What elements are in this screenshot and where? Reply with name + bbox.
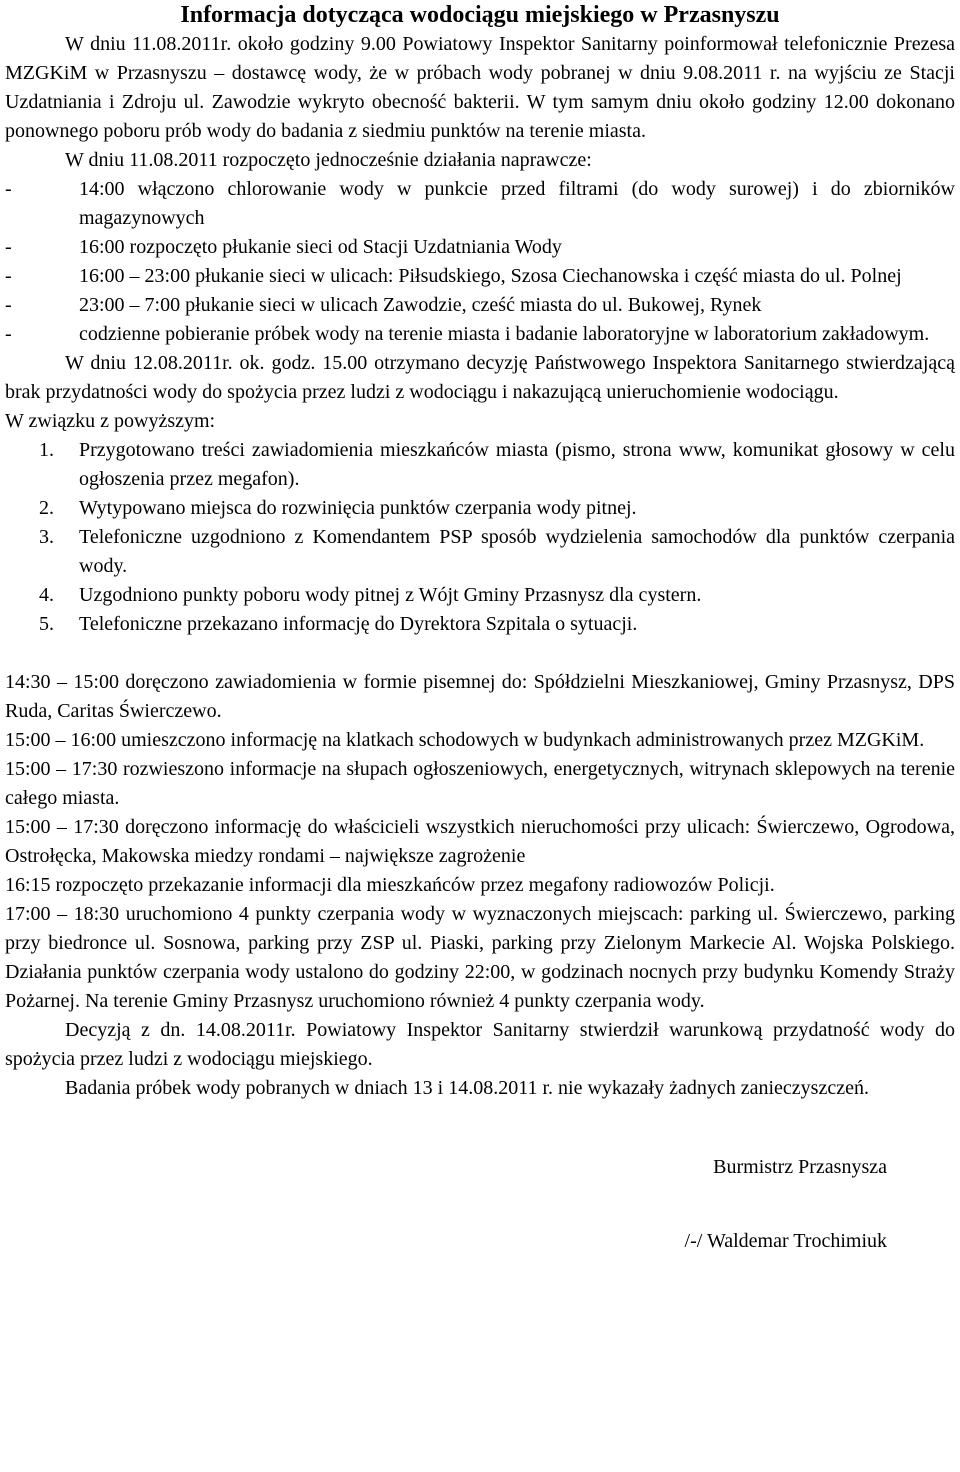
list-item	[5, 523, 955, 581]
list-item-text: Telefoniczne przekazano informację do Dyrektora Szpitala o sytuacji.	[79, 613, 638, 635]
list-item	[5, 233, 955, 262]
list-item	[5, 175, 955, 233]
list-item-text: 14:00 włączono chlorowanie wody w punkcie przed filtrami (do wody surowej) i do zbiorników magazynowych	[79, 178, 955, 229]
steps-list	[5, 436, 955, 639]
timeline-entry: 17:00 – 18:30 uruchomiono 4 punkty czerpania wody w wyznaczonych miejscach: parking ul. Świerczewo, parking przy biedronce ul. Sosnowa, parking przy ZSP ul. Piaski, parking przy Zielonym Markecie Al. Wojska Polskiego. Działania punktów czerpania wody ustalono do godziny 22:00, w godzinach nocnych przy budynku Komendy Straży Pożarnej. Na terenie Gminy Przasnysz uruchomiono również 4 punkty czerpania wody.	[5, 903, 955, 1012]
signature-role: Burmistrz Przasnysza	[713, 1156, 887, 1178]
list-item	[5, 581, 955, 610]
list-item-text: 16:00 rozpoczęto płukanie sieci od Stacji Uzdatniania Wody	[79, 236, 562, 258]
list-marker: 3.	[39, 526, 54, 548]
spacer	[5, 1182, 955, 1227]
list-marker: 4.	[39, 584, 54, 606]
list-marker: 5.	[39, 613, 54, 635]
list-item-text: Uzgodniono punkty poboru wody pitnej z Wójt Gminy Przasnysz dla cystern.	[79, 584, 702, 606]
signature-name: /-/ Waldemar Trochimiuk	[684, 1230, 887, 1252]
timeline-entry: 15:00 – 16:00 umieszczono informację na klatkach schodowych w budynkach administrowanych przez MZGKiM.	[5, 729, 925, 751]
list-item-text: Telefoniczne uzgodniono z Komendantem PSP sposób wydzielenia samochodów dla punktów czerpania wody.	[79, 526, 955, 577]
list-item-text: Wytypowano miejsca do rozwinięcia punktów czerpania wody pitnej.	[79, 497, 637, 519]
list-marker: -	[5, 323, 12, 345]
list-marker: 2.	[39, 497, 54, 519]
list-marker: -	[5, 294, 12, 316]
list-item	[5, 291, 955, 320]
closing-paragraph: Decyzją z dn. 14.08.2011r. Powiatowy Inspektor Sanitarny stwierdził warunkową przydatność wody do spożycia przez ludzi z wodociągu miejskiego.	[5, 1019, 955, 1070]
list-item	[5, 610, 955, 639]
intro-paragraph: W dniu 11.08.2011r. około godziny 9.00 Powiatowy Inspektor Sanitarny poinformował telefonicznie Prezesa MZGKiM w Przasnyszu – dostawcę wody, że w próbach wody pobranej w dniu 9.08.2011 r. na wyjściu ze Stacji Uzdatniania i Zdroju ul. Zawodzie wykryto obecność bakterii. W tym samym dniu około godziny 12.00 dokonano ponownego poboru prób wody do badania z siedmiu punktów na terenie miasta.	[5, 33, 955, 142]
list-marker: -	[5, 236, 12, 258]
list-item	[5, 436, 955, 494]
actions-lead: W dniu 11.08.2011 rozpoczęto jednocześnie działania naprawcze:	[65, 149, 592, 171]
document-title: Informacja dotycząca wodociągu miejskiego w Przasnyszu	[180, 2, 780, 28]
decision-paragraph: W dniu 12.08.2011r. ok. godz. 15.00 otrzymano decyzję Państwowego Inspektora Sanitarnego stwierdzającą brak przydatności wody do spożycia przez ludzi z wodociągu i nakazującą unieruchomienie wodociągu.	[5, 352, 955, 403]
list-item-text: Przygotowano treści zawiadomienia mieszkańców miasta (pismo, strona www, komunikat głosowy w celu ogłoszenia przez megafon).	[79, 439, 955, 490]
spacer	[5, 1103, 955, 1153]
consequently-heading: W związku z powyższym:	[5, 410, 216, 432]
timeline-entry: 15:00 – 17:30 doręczono informację do właścicieli wszystkich nieruchomości przy ulicach: Świerczewo, Ogrodowa, Ostrołęcka, Makowska miedzy rondami – największe zagrożenie	[5, 816, 955, 867]
closing-paragraph: Badania próbek wody pobranych w dniach 13 i 14.08.2011 r. nie wykazały żadnych zanieczyszczeń.	[65, 1077, 869, 1099]
list-item-text: codzienne pobieranie próbek wody na terenie miasta i badanie laboratoryjne w laboratorium zakładowym.	[79, 323, 930, 345]
timeline-entry: 16:15 rozpoczęto przekazanie informacji dla mieszkańców przez megafony radiowozów Policji.	[5, 874, 775, 896]
corrective-actions-list	[5, 175, 955, 349]
list-item	[5, 320, 955, 349]
list-marker: 1.	[39, 439, 54, 461]
list-item	[5, 262, 955, 291]
list-marker: -	[5, 265, 12, 287]
timeline-entry: 15:00 – 17:30 rozwieszono informacje na słupach ogłoszeniowych, energetycznych, witrynach sklepowych na terenie całego miasta.	[5, 758, 955, 809]
timeline-entry: 14:30 – 15:00 doręczono zawiadomienia w formie pisemnej do: Spółdzielni Mieszkaniowej, Gminy Przasnysz, DPS Ruda, Caritas Świerczewo.	[5, 671, 955, 722]
spacer	[5, 639, 955, 668]
list-item-text: 23:00 – 7:00 płukanie sieci w ulicach Zawodzie, cześć miasta do ul. Bukowej, Rynek	[79, 294, 762, 316]
list-item	[5, 494, 955, 523]
list-item-text: 16:00 – 23:00 płukanie sieci w ulicach: Piłsudskiego, Szosa Ciechanowska i część miasta do ul. Polnej	[79, 265, 902, 287]
list-marker: -	[5, 178, 12, 200]
